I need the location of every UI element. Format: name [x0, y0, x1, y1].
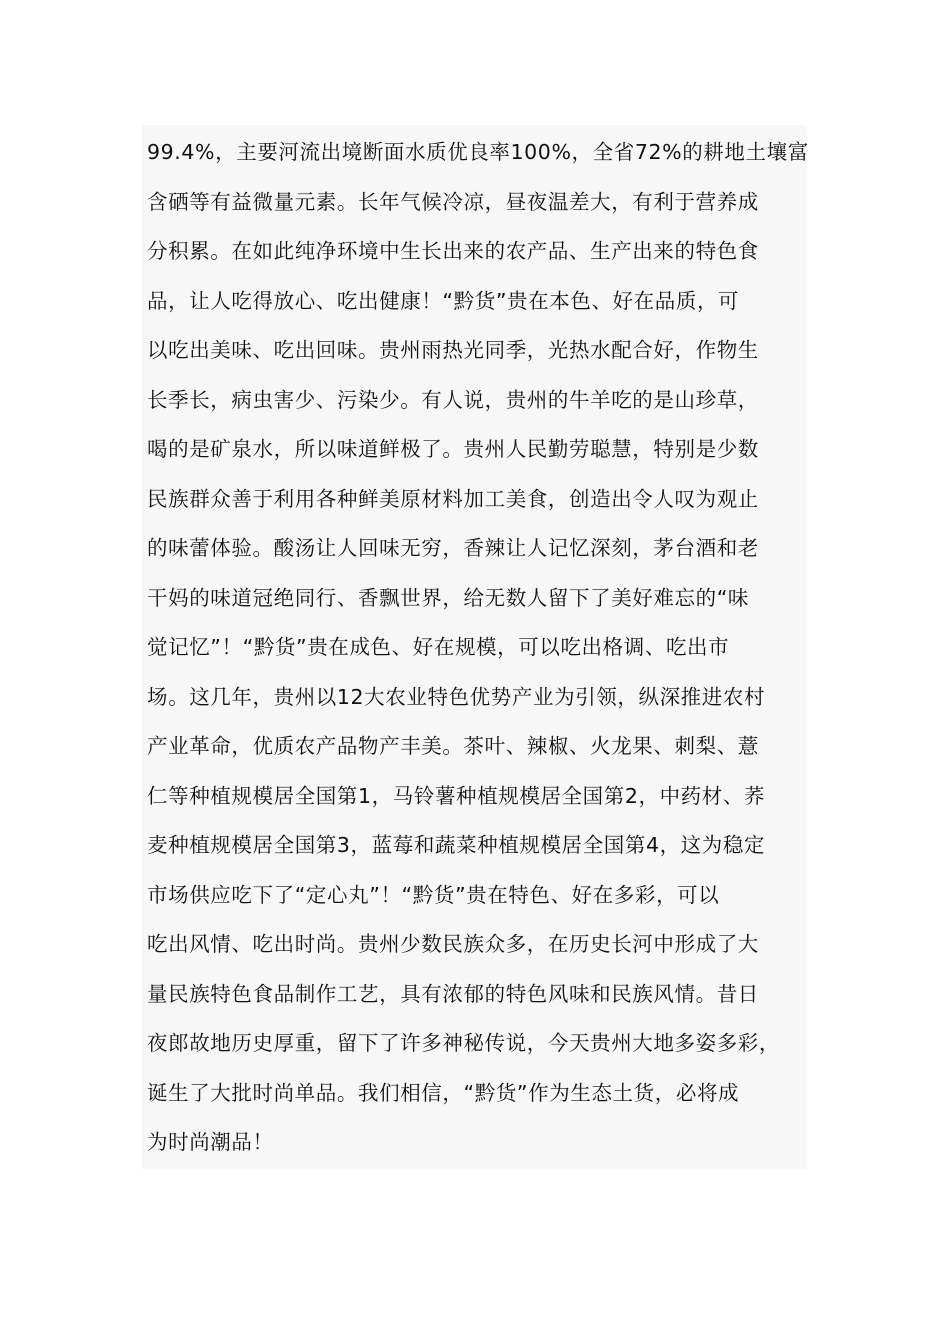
text-line-5: 以吃出美味、吃出回味。贵州雨热光同季，光热水配合好，作物生	[147, 338, 759, 362]
text-line-8: 民族群众善于利用各种鲜美原材料加工美食，创造出令人叹为观止	[147, 487, 759, 511]
text-line-20: 诞生了大批时尚单品。我们相信，“黔货”作为生态土货，必将成	[147, 1081, 740, 1105]
body-text	[142, 125, 807, 1169]
text-line-7: 喝的是矿泉水，所以味道鲜极了。贵州人民勤劳聪慧，特别是少数	[147, 437, 759, 461]
text-line-18: 量民族特色食品制作工艺，具有浓郁的特色风味和民族风情。昔日	[147, 982, 759, 1006]
text-line-2: 含硒等有益微量元素。长年气候冷凉，昼夜温差大，有利于营养成	[147, 190, 759, 214]
text-line-13: 产业革命，优质农产品物产丰美。茶叶、辣椒、火龙果、刺梨、薏	[147, 734, 759, 758]
text-line-14: 仁等种植规模居全国第1，马铃薯种植规模居全国第2，中药材、荞	[147, 784, 766, 808]
text-line-17: 吃出风情、吃出时尚。贵州少数民族众多，在历史长河中形成了大	[147, 932, 759, 956]
text-line-3: 分积累。在如此纯净环境中生长出来的农产品、生产出来的特色食	[147, 239, 759, 263]
text-line-10: 干妈的味道冠绝同行、香飘世界，给无数人留下了美好难忘的“味	[147, 586, 750, 610]
text-line-4: 品，让人吃得放心、吃出健康！“黔货”贵在本色、好在品质，可	[147, 289, 740, 313]
text-line-16: 市场供应吃下了“定心丸”！“黔货”贵在特色、好在多彩，可以	[147, 883, 720, 907]
text-line-19: 夜郎故地历史厚重，留下了许多神秘传说，今天贵州大地多姿多彩，	[147, 1031, 780, 1055]
text-line-15: 麦种植规模居全国第3，蓝莓和蔬菜种植规模居全国第4，这为稳定	[147, 833, 766, 857]
text-line-12: 场。这几年，贵州以12大农业特色优势产业为引领，纵深推进农村	[147, 685, 766, 709]
text-line-11: 觉记忆”！“黔货”贵在成色、好在规模，可以吃出格调、吃出市	[147, 635, 730, 659]
text-line-21: 为时尚潮品！	[147, 1130, 274, 1154]
text-line-6: 长季长，病虫害少、污染少。有人说，贵州的牛羊吃的是山珍草，	[147, 388, 759, 412]
text-line-9: 的味蕾体验。酸汤让人回味无穷，香辣让人记忆深刻，茅台酒和老	[147, 536, 759, 560]
text-line-1: 99.4%，主要河流出境断面水质优良率100%，全省72%的耕地土壤富	[147, 140, 809, 164]
